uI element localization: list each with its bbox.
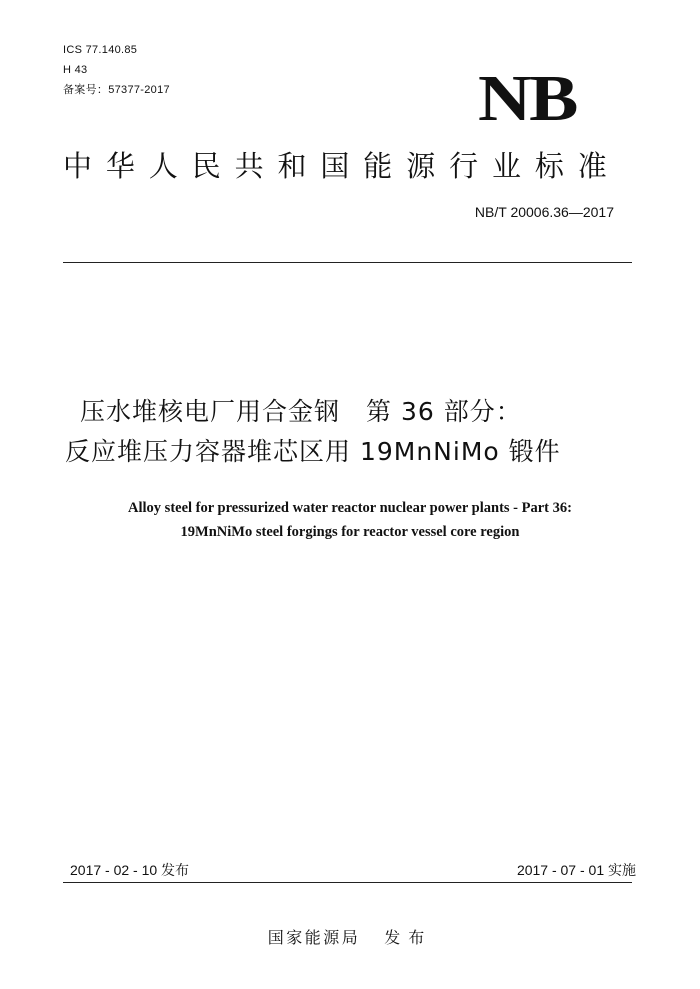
authority-action: 发布 <box>384 928 433 947</box>
implementation-date: 2017 - 07 - 01 实施 <box>516 862 636 878</box>
english-title-line-1: Alloy steel for pressurized water reactor nuclear power plants - Part 36: <box>128 500 572 516</box>
top-divider <box>63 262 632 263</box>
chinese-title-line-2: 反应堆压力容器堆芯区用 19MnNiMo 锻件 <box>65 437 561 466</box>
english-title-line-2: 19MnNiMo steel forgings for reactor vessel core region <box>180 524 520 540</box>
authority-name: 国家能源局 <box>267 928 361 947</box>
issue-date: 2017 - 02 - 10 发布 <box>70 862 190 878</box>
filing-number: 备案号：57377-2017 <box>63 84 170 96</box>
nb-logo: NB <box>478 62 577 135</box>
standard-number: NB/T 20006.36—2017 <box>474 204 614 220</box>
ccs-code: H 43 <box>63 64 88 76</box>
industry-standard-title: 中华人民共和国能源行业标准 <box>63 149 621 183</box>
issuing-authority <box>0 928 700 948</box>
bottom-divider <box>63 882 632 883</box>
ics-code: ICS 77.140.85 <box>63 44 138 56</box>
chinese-title-line-1: 压水堆核电厂用合金钢 第 36 部分： <box>80 397 522 426</box>
